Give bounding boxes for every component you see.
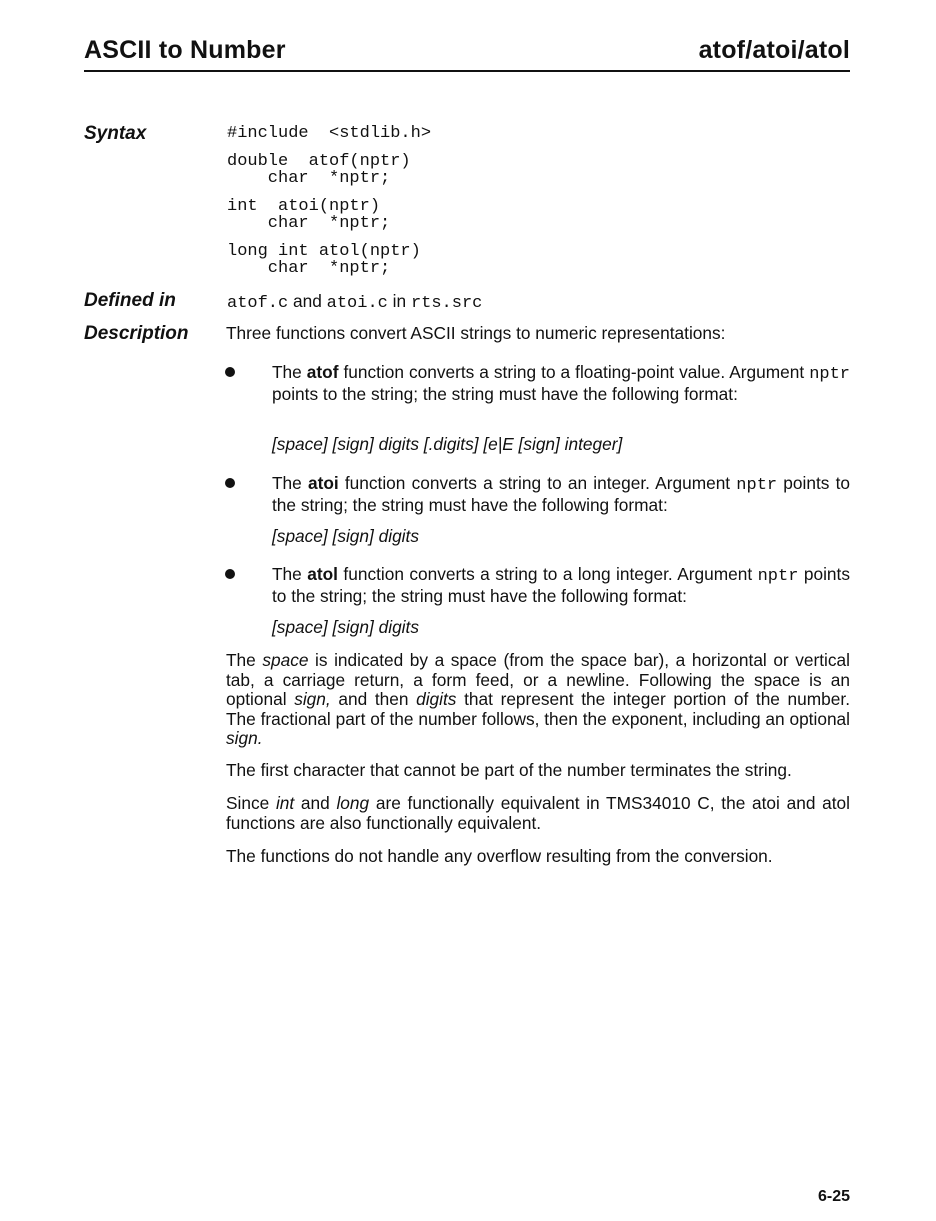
equivalence-paragraph: Since int and long are functionally equivalent in TMS34010 C, the atoi and atol functions are also functionally equivalent. xyxy=(226,793,850,833)
syntax-label: Syntax xyxy=(84,123,147,144)
atoi-description: The atoi function converts a string to an integer. Argument nptr points to the string; the string must have the following format: xyxy=(272,473,850,515)
atol-format: [space] [sign] digits xyxy=(272,617,419,637)
page-number: 6-25 xyxy=(817,1188,850,1205)
syntax-include: #include <stdlib.h> xyxy=(227,124,432,143)
nptr-arg: nptr xyxy=(809,365,850,384)
source-file-atof: atof.c xyxy=(227,294,289,313)
function-names-title: atof/atoi/atol xyxy=(698,36,850,64)
atol-parameter: char *nptr; xyxy=(227,259,391,278)
atof-name: atof xyxy=(306,362,339,382)
atol-declaration: long int atol(nptr) xyxy=(227,242,421,261)
overflow-paragraph: The functions do not handle any overflow resulting from the conversion. xyxy=(226,846,773,866)
description-intro: Three functions convert ASCII strings to numeric representations: xyxy=(226,323,726,343)
atof-format: [space] [sign] digits [.digits] [e|E [sign] integer] xyxy=(272,434,623,454)
defined-in-label: Defined in xyxy=(84,290,176,311)
atol-description: The atol function converts a string to a long integer. Argument nptr points to the string; the string must have the following format: xyxy=(272,564,850,606)
bullet-icon xyxy=(225,367,235,377)
bullet-icon xyxy=(225,478,235,488)
atoi-declaration: int atoi(nptr) xyxy=(227,197,381,216)
atoi-name: atoi xyxy=(307,473,339,493)
first-character-paragraph: The first character that cannot be part of the number terminates the string. xyxy=(226,760,792,780)
atol-name: atol xyxy=(307,564,338,584)
atof-parameter: char *nptr; xyxy=(227,169,391,188)
nptr-arg: nptr xyxy=(736,476,778,495)
atof-declaration: double atof(nptr) xyxy=(227,152,411,171)
nptr-arg: nptr xyxy=(757,567,799,586)
atoi-parameter: char *nptr; xyxy=(227,214,391,233)
source-file-rts: rts.src xyxy=(410,294,483,313)
defined-in-text: atof.c and atoi.c in rts.src xyxy=(227,291,483,313)
space-paragraph: The space is indicated by a space (from the space bar), a horizontal or vertical tab, a carriage return, a form feed, or a newline. Following the space is an optional sign, and then digits that represent the integer portion of the number. The fractional part of the number follows, then the exponent, including an optional sign. xyxy=(226,650,851,748)
page-header xyxy=(84,36,850,72)
atof-description: The atof function converts a string to a floating-point value. Argument nptr points to the string; the string must have the following format: xyxy=(272,362,850,404)
section-title: ASCII to Number xyxy=(84,36,286,64)
description-label: Description xyxy=(84,323,189,344)
atoi-format: [space] [sign] digits xyxy=(272,526,419,546)
bullet-icon xyxy=(225,569,235,579)
source-file-atoi: atoi.c xyxy=(326,294,388,313)
